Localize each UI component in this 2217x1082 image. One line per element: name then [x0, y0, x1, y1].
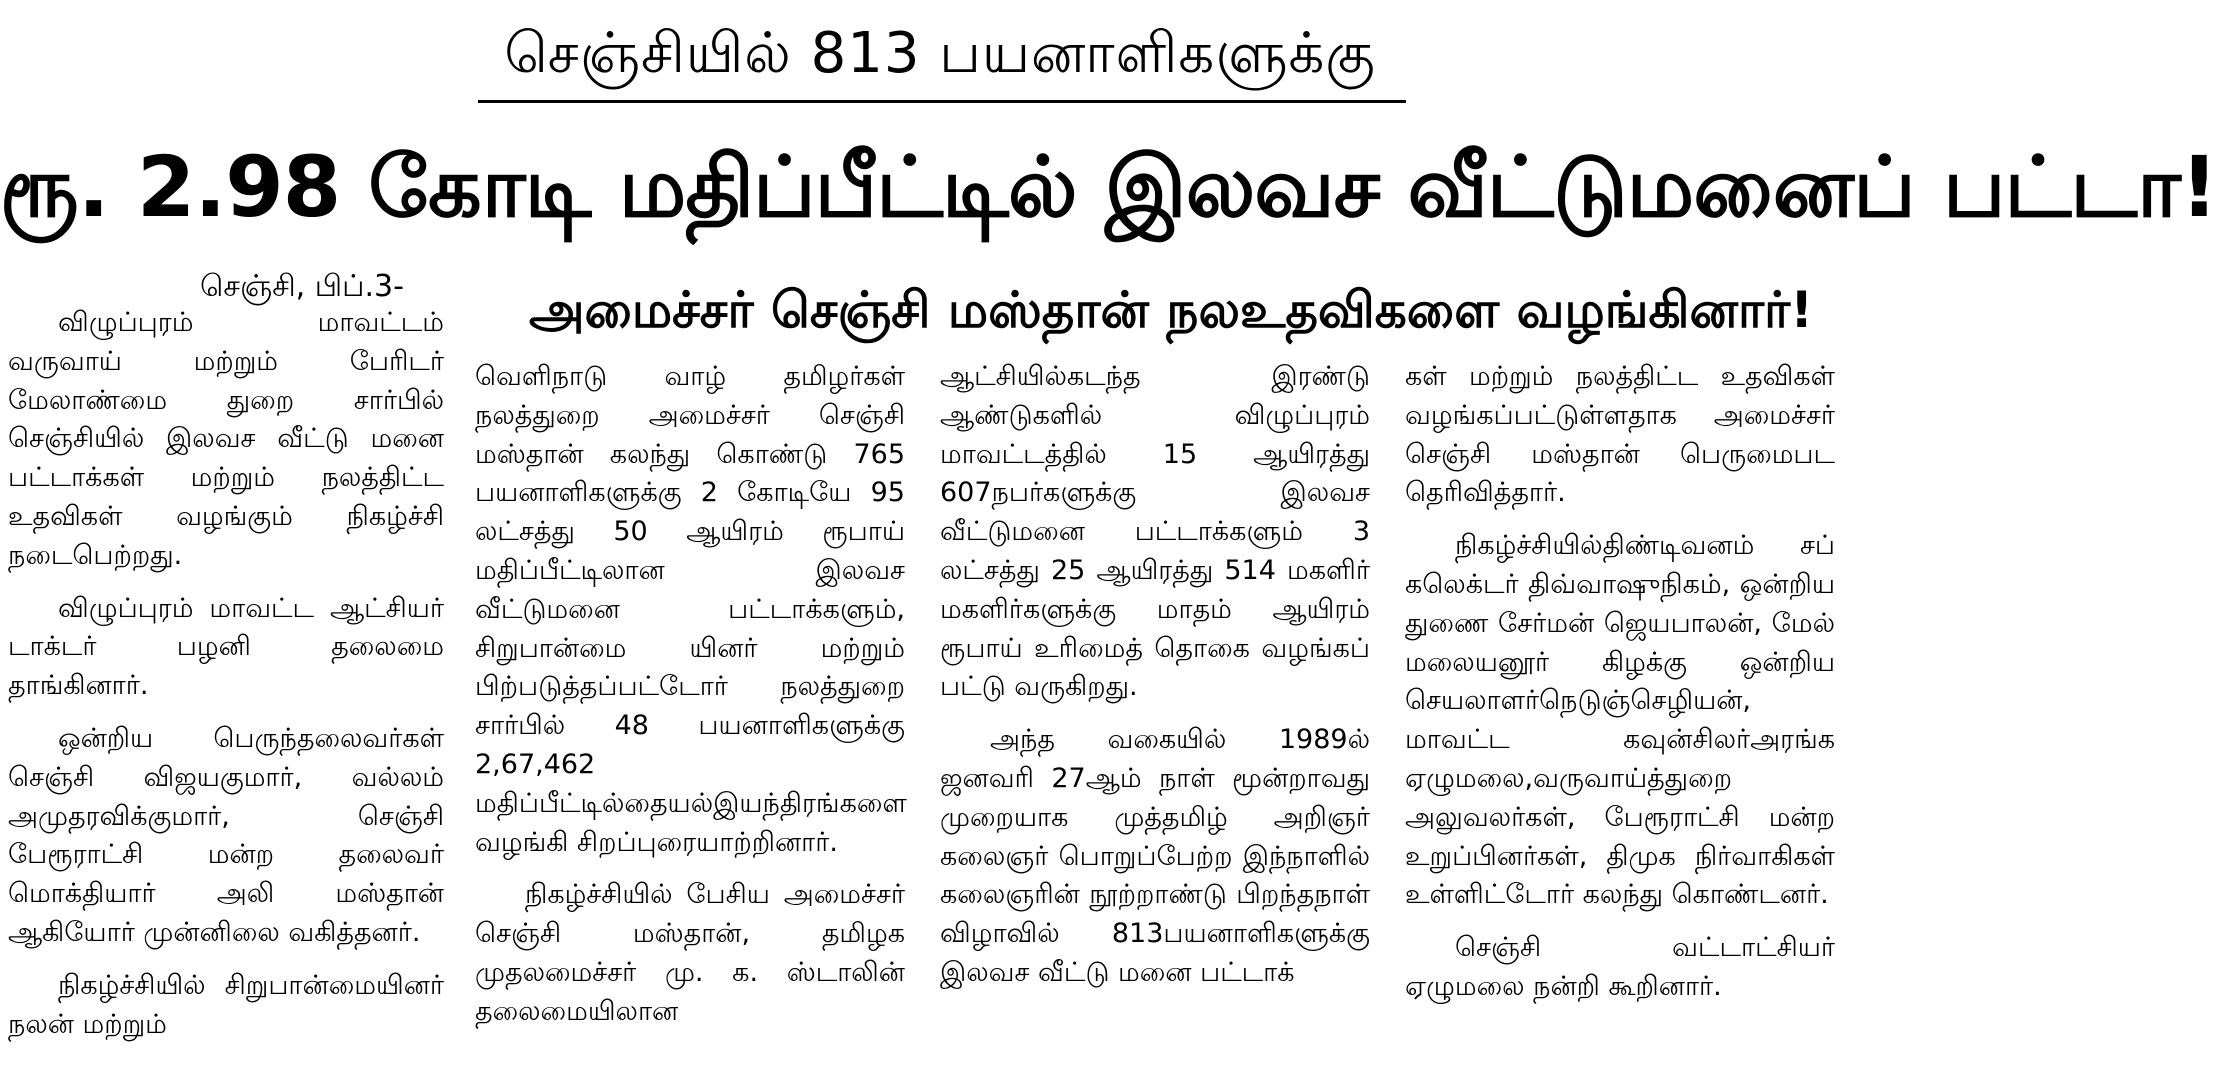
main-headline: ரூ. 2.98 கோடி மதிப்பீட்டில் இலவச வீட்டுமனைப் பட்டா!: [0, 138, 2217, 236]
sub-headline: அமைச்சர் செஞ்சி மஸ்தான் நலஉதவிகளை வழங்கினார்!: [528, 281, 1814, 339]
article-column-1: [8, 304, 444, 1082]
article-column-2: [475, 358, 905, 1082]
paragraph: ஆட்சியில்கடந்த இரண்டு ஆண்டுகளில் விழுப்புரம் மாவட்டத்தில் 15 ஆயிரத்து 607நபர்களுக்கு இலவச வீட்டுமனை பட்டாக்களும் 3 லட்சத்து 25 ஆயிரத்து 514 மகளிர் மகளிர்களுக்கு மாதம் ஆயிரம் ரூபாய் உரிமைத் தொகை வழங்கப் பட்டு வருகிறது.: [940, 361, 1370, 703]
kicker-headline: செஞ்சியில் 813 பயனாளிகளுக்கு: [504, 21, 1376, 86]
paragraph: அந்த வகையில் 1989ல் ஜனவரி 27ஆம் நாள் மூன்றாவது முறையாக முத்தமிழ் அறிஞர் கலைஞர் பொறுப்பேற்ற இந்நாளில் கலைஞரின் நூற்றாண்டு பிறந்தநாள் விழாவில் 813பயனாளிகளுக்கு இலவச வீட்டு மனை பட்டாக்: [940, 724, 1370, 988]
paragraph: விழுப்புரம் மாவட்டம் வருவாய் மற்றும் பேரிடர் மேலாண்மை துறை சார்பில் செஞ்சியில் இலவச வீட்டு மனை பட்டாக்கள் மற்றும் நலத்திட்ட உதவிகள் வழங்கும் நிகழ்ச்சி நடைபெற்றது.: [8, 307, 444, 571]
dateline: செஞ்சி, பிப்.3-: [200, 269, 404, 304]
paragraph: நிகழ்ச்சியில் சிறுபான்மையினர் நலன் மற்றும்: [8, 969, 444, 1040]
paragraph: நிகழ்ச்சியில்திண்டிவனம் சப் கலெக்டர் திவ்வாஷுநிகம், ஒன்றிய துணை சேர்மன் ஜெயபாலன், மேல் மலையனூர் கிழக்கு ஒன்றிய செயலாளர்நெடுஞ்செழியன், மாவட்ட கவுன்சிலர்அரங்க ஏழுமலை,வருவாய்த்துறை அலுவலர்கள், பேரூராட்சி மன்ற உறுப்பினர்கள், திமுக நிர்வாகிகள் உள்ளிட்டோர் கலந்து கொண்டனர்.: [1405, 530, 1835, 911]
paragraph: நிகழ்ச்சியில் பேசிய அமைச்சர் செஞ்சி மஸ்தான், தமிழக முதலமைச்சர் மு. க. ஸ்டாலின் தலைமையிலான: [475, 879, 905, 1027]
kicker-underline: [478, 100, 1406, 103]
paragraph: வெளிநாடு வாழ் தமிழர்கள் நலத்துறை அமைச்சர் செஞ்சி மஸ்தான் கலந்து கொண்டு 765 பயனாளிகளுக்கு 2 கோடியே 95 லட்சத்து 50 ஆயிரம் ரூபாய் மதிப்பீட்டிலான இலவச வீட்டுமனை பட்டாக்களும், சிறுபான்மை யினர் மற்றும் பிற்படுத்தப்பட்டோர் நலத்துறை சார்பில் 48 பயனாளிகளுக்கு 2,67,462 மதிப்பீட்டில்தையல்இயந்திரங்களை வழங்கி சிறப்புரையாற்றினார்.: [475, 361, 907, 858]
paragraph: கள் மற்றும் நலத்திட்ட உதவிகள் வழங்கப்பட்டுள்ளதாக அமைச்சர் செஞ்சி மஸ்தான் பெருமைபட தெரிவித்தார்.: [1405, 361, 1835, 509]
article-column-3: [940, 358, 1370, 1082]
paragraph: செஞ்சி வட்டாட்சியர் ஏழுமலை நன்றி கூறினார்.: [1405, 932, 1835, 1002]
paragraph: ஒன்றிய பெருந்தலைவர்கள் செஞ்சி விஜயகுமார், வல்லம் அமுதரவிக்குமார், செஞ்சி பேரூராட்சி மன்ற தலைவர் மொக்தியார் அலி மஸ்தான் ஆகியோர் முன்னிலை வகித்தனர்.: [8, 722, 444, 948]
article-column-4: [1405, 358, 1835, 1082]
paragraph: விழுப்புரம் மாவட்ட ஆட்சியர் டாக்டர் பழனி தலைமை தாங்கினார்.: [8, 592, 444, 702]
